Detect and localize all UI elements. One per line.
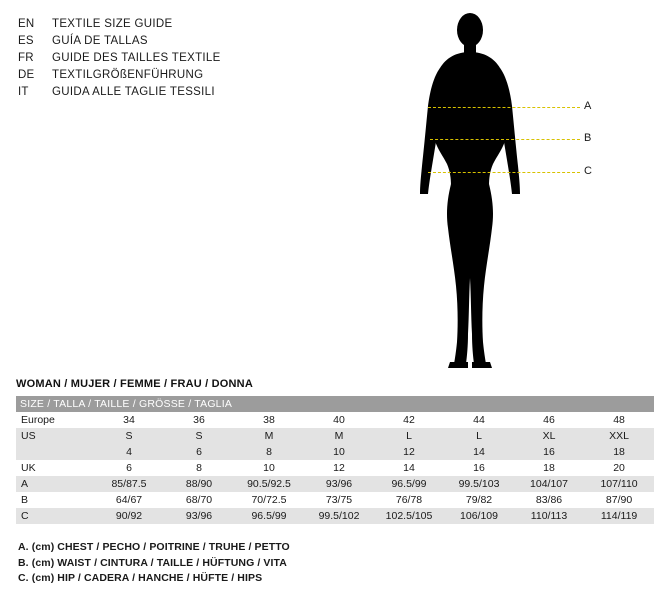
measure-label-b: B — [584, 132, 592, 144]
table-cell: 10 — [304, 444, 374, 460]
table-cell: 96.5/99 — [234, 508, 304, 524]
table-cell: XL — [514, 428, 584, 444]
table-cell: 8 — [234, 444, 304, 460]
table-caption: WOMAN / MUJER / FEMME / FRAU / DONNA — [16, 378, 253, 390]
size-table-section — [16, 378, 638, 524]
language-row — [18, 16, 348, 33]
language-row — [18, 84, 348, 101]
table-cell: S — [164, 428, 234, 444]
table-cell: M — [234, 428, 304, 444]
table-cell: 79/82 — [444, 492, 514, 508]
table-cell: 70/72.5 — [234, 492, 304, 508]
table-cell: 90.5/92.5 — [234, 476, 304, 492]
measure-label-a: A — [584, 100, 592, 112]
table-cell: XXL — [584, 428, 654, 444]
table-cell: 14 — [444, 444, 514, 460]
language-row — [18, 33, 348, 50]
table-cell: 16 — [514, 444, 584, 460]
language-title: GUIDA ALLE TAGLIE TESSILI — [52, 86, 215, 98]
table-cell: 36 — [164, 412, 234, 428]
language-code: EN — [18, 18, 35, 30]
table-cell: 85/87.5 — [94, 476, 164, 492]
row-label: C — [16, 508, 94, 524]
table-cell: 102.5/105 — [374, 508, 444, 524]
table-cell: 88/90 — [164, 476, 234, 492]
table-cell: 10 — [234, 460, 304, 476]
language-title: TEXTILGRÖßENFÜHRUNG — [52, 69, 204, 81]
table-cell: S — [94, 428, 164, 444]
language-code: ES — [18, 35, 34, 47]
table-header-row — [16, 396, 654, 412]
table-cell: 44 — [444, 412, 514, 428]
measure-line-c — [428, 172, 580, 173]
table-cell: 64/67 — [94, 492, 164, 508]
table-cell: 99.5/102 — [304, 508, 374, 524]
language-code: FR — [18, 52, 34, 64]
table-cell: 93/96 — [304, 476, 374, 492]
table-cell: 8 — [164, 460, 234, 476]
table-cell: 83/86 — [514, 492, 584, 508]
language-code: IT — [18, 86, 29, 98]
table-cell: 38 — [234, 412, 304, 428]
table-cell: L — [444, 428, 514, 444]
table-row — [16, 508, 654, 524]
female-silhouette-icon — [350, 8, 590, 370]
table-cell: L — [374, 428, 444, 444]
table-cell: 6 — [94, 460, 164, 476]
table-cell: 14 — [374, 460, 444, 476]
table-cell: 18 — [584, 444, 654, 460]
table-cell: 73/75 — [304, 492, 374, 508]
language-row — [18, 67, 348, 84]
table-cell: 106/109 — [444, 508, 514, 524]
table-cell: 42 — [374, 412, 444, 428]
table-cell: 107/110 — [584, 476, 654, 492]
table-cell: 12 — [304, 460, 374, 476]
table-cell: 40 — [304, 412, 374, 428]
row-label — [16, 444, 94, 460]
table-cell: 68/70 — [164, 492, 234, 508]
table-cell: 18 — [514, 460, 584, 476]
language-title: GUIDE DES TAILLES TEXTILE — [52, 52, 221, 64]
table-cell: 96.5/99 — [374, 476, 444, 492]
language-row — [18, 50, 348, 67]
language-header-block — [18, 16, 348, 101]
table-cell: 104/107 — [514, 476, 584, 492]
table-cell: 110/113 — [514, 508, 584, 524]
table-cell: 4 — [94, 444, 164, 460]
language-title: GUÍA DE TALLAS — [52, 35, 148, 47]
size-table — [16, 396, 654, 524]
table-cell: 6 — [164, 444, 234, 460]
table-cell: 114/119 — [584, 508, 654, 524]
note-chest: A. (cm) CHEST / PECHO / POITRINE / TRUHE / PETTO — [18, 541, 290, 553]
measure-label-c: C — [584, 165, 592, 177]
language-title: TEXTILE SIZE GUIDE — [52, 18, 173, 30]
table-cell: 87/90 — [584, 492, 654, 508]
table-cell: 46 — [514, 412, 584, 428]
table-cell: M — [304, 428, 374, 444]
row-label: B — [16, 492, 94, 508]
table-row — [16, 428, 654, 444]
table-row — [16, 476, 654, 492]
table-cell: 16 — [444, 460, 514, 476]
note-hip: C. (cm) HIP / CADERA / HANCHE / HÜFTE / HIPS — [18, 572, 263, 584]
table-row — [16, 412, 654, 428]
table-cell: 93/96 — [164, 508, 234, 524]
table-cell: 99.5/103 — [444, 476, 514, 492]
row-label: A — [16, 476, 94, 492]
table-row — [16, 492, 654, 508]
row-label: US — [16, 428, 94, 444]
table-row — [16, 444, 654, 460]
body-figure-area — [350, 8, 590, 368]
measurement-notes — [18, 540, 538, 587]
note-waist: B. (cm) WAIST / CINTURA / TAILLE / HÜFTUNG / VITA — [18, 556, 287, 569]
table-cell: 34 — [94, 412, 164, 428]
table-cell: 90/92 — [94, 508, 164, 524]
measure-line-b — [430, 139, 580, 140]
language-code: DE — [18, 69, 35, 81]
table-row — [16, 460, 654, 476]
table-header-label: SIZE / TALLA / TAILLE / GRÖSSE / TAGLIA — [16, 396, 654, 412]
table-cell: 20 — [584, 460, 654, 476]
table-cell: 76/78 — [374, 492, 444, 508]
table-cell: 12 — [374, 444, 444, 460]
row-label: Europe — [16, 412, 94, 428]
measure-line-a — [428, 107, 580, 108]
table-cell: 48 — [584, 412, 654, 428]
row-label: UK — [16, 460, 94, 476]
